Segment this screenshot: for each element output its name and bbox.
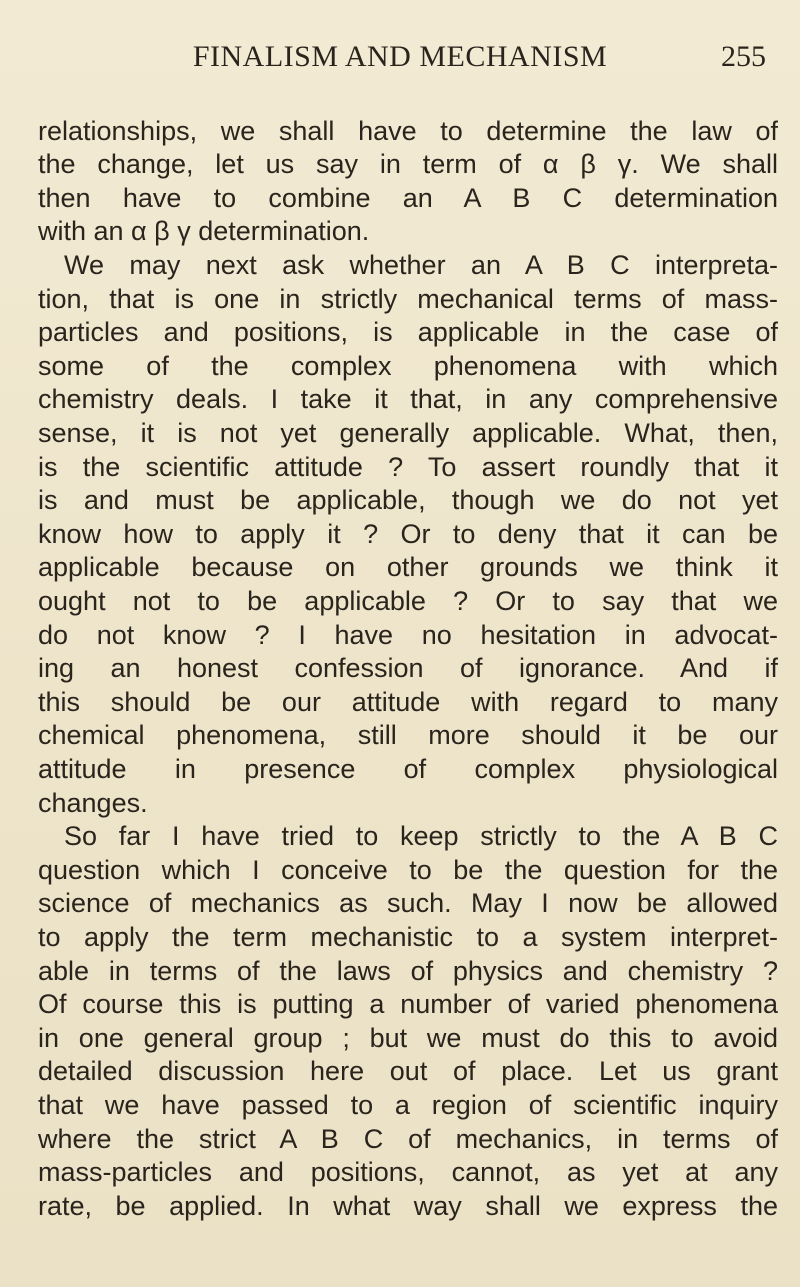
text-line-16: do not know ? I have no hesitation in advocat-	[38, 620, 778, 650]
text-line-21: changes.	[38, 788, 148, 818]
text-line-12: is and must be applicable, though we do not yet	[38, 485, 778, 515]
text-line-27: Of course this is putting a number of varied phenomena	[38, 989, 778, 1019]
text-line-2: the change, let us say in term of α β γ. We shall	[38, 149, 778, 179]
text-line-26: able in terms of the laws of physics and chemistry ?	[38, 956, 778, 986]
text-line-29: detailed discussion here out of place. Let us grant	[38, 1056, 778, 1086]
text-line-33: rate, be applied. In what way shall we express the	[38, 1191, 778, 1221]
text-line-19: chemical phenomena, still more should it be our	[38, 720, 778, 750]
text-line-32: mass-particles and positions, cannot, as yet at any	[38, 1157, 778, 1187]
text-line-30: that we have passed to a region of scientific inquiry	[38, 1090, 778, 1120]
page-header	[0, 40, 800, 84]
text-line-10: sense, it is not yet generally applicable. What, then,	[38, 418, 778, 448]
running-head: FINALISM AND MECHANISM	[192, 40, 608, 73]
text-line-14: applicable because on other grounds we think it	[38, 552, 778, 582]
text-line-20: attitude in presence of complex physiological	[38, 754, 778, 784]
text-line-4: with an α β γ determination.	[38, 216, 370, 246]
text-line-22: So far I have tried to keep strictly to the A B C	[64, 821, 778, 851]
text-line-9: chemistry deals. I take it that, in any comprehensive	[38, 384, 778, 414]
text-line-23: question which I conceive to be the question for the	[38, 855, 778, 885]
text-line-15: ought not to be applicable ? Or to say that we	[38, 586, 778, 616]
text-line-31: where the strict A B C of mechanics, in terms of	[38, 1124, 778, 1154]
page-number: 255	[721, 40, 766, 73]
text-line-5: We may next ask whether an A B C interpreta-	[64, 250, 778, 280]
text-line-25: to apply the term mechanistic to a system interpret-	[38, 922, 778, 952]
text-line-18: this should be our attitude with regard to many	[38, 687, 778, 717]
text-line-24: science of mechanics as such. May I now be allowed	[38, 888, 778, 918]
text-line-8: some of the complex phenomena with which	[38, 351, 778, 381]
text-line-17: ing an honest confession of ignorance. And if	[38, 653, 778, 683]
text-line-6: tion, that is one in strictly mechanical terms of mass-	[38, 284, 778, 314]
text-line-13: know how to apply it ? Or to deny that it can be	[38, 519, 778, 549]
text-line-7: particles and positions, is applicable in the case of	[38, 317, 778, 347]
text-line-3: then have to combine an A B C determination	[38, 183, 778, 213]
text-line-11: is the scientific attitude ? To assert roundly that it	[38, 452, 778, 482]
text-line-28: in one general group ; but we must do this to avoid	[38, 1023, 778, 1053]
text-line-1: relationships, we shall have to determine the law of	[38, 116, 778, 146]
